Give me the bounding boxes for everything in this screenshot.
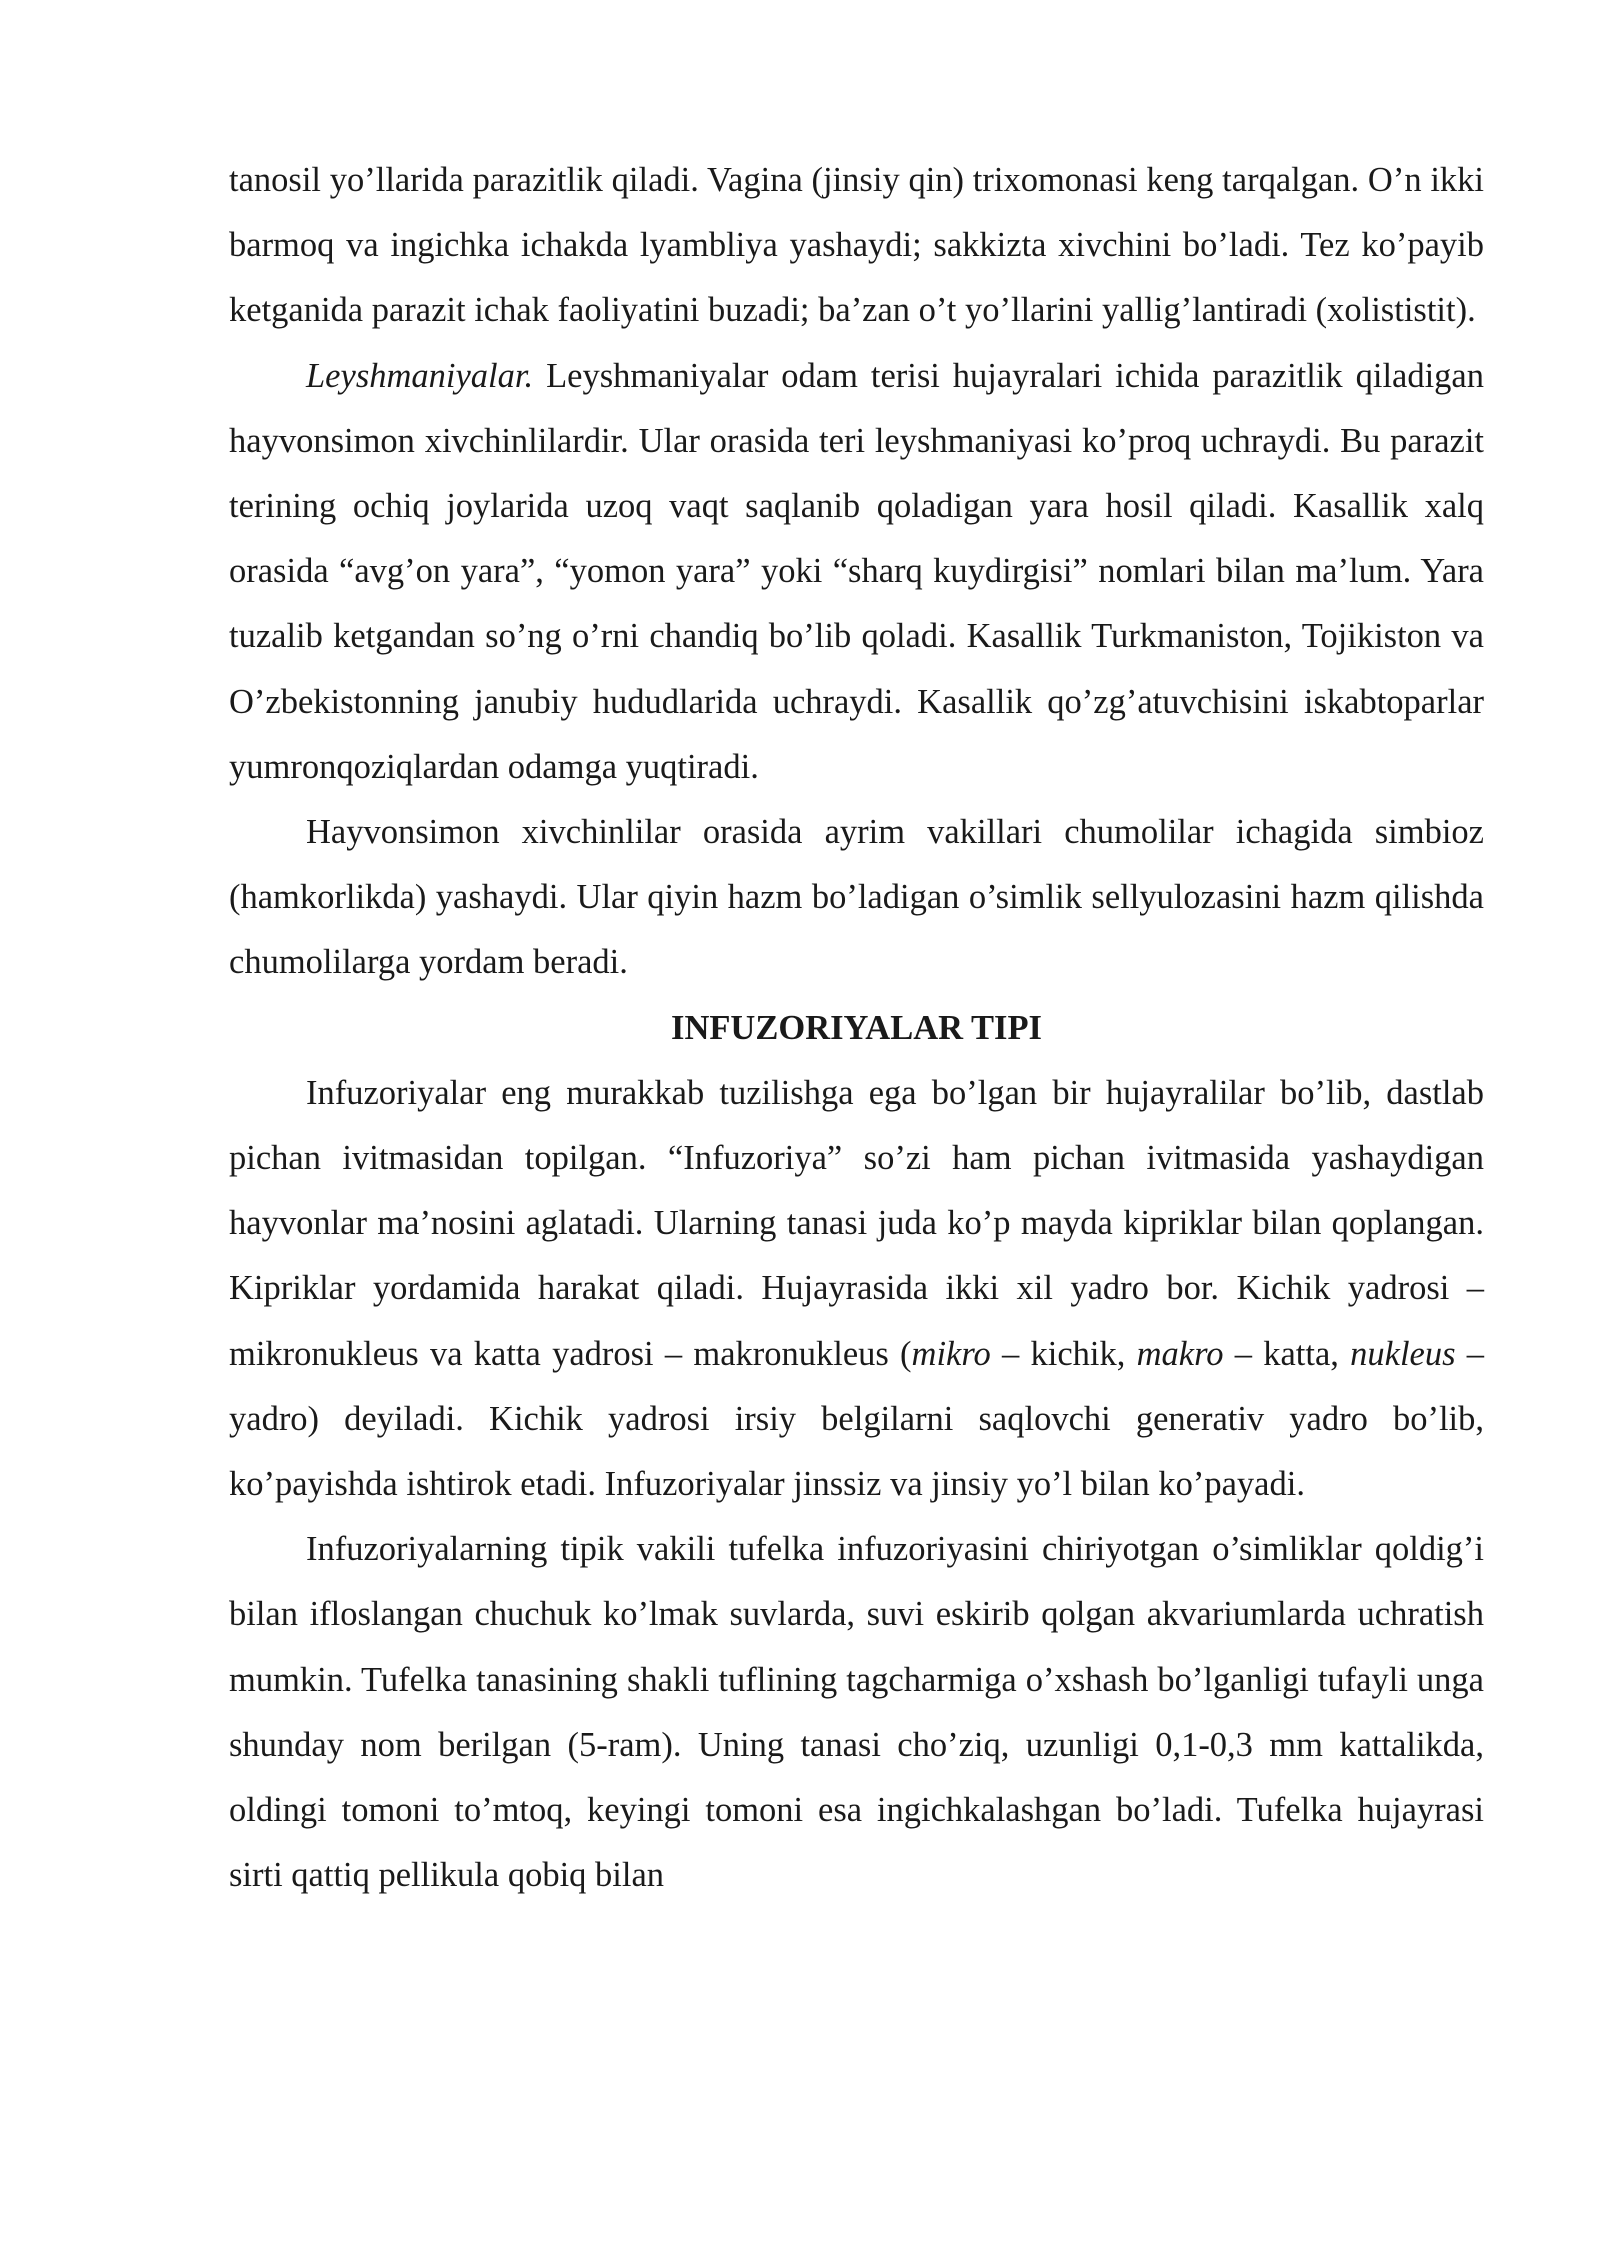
paragraph-leishmania-text: Leyshmaniyalar odam terisi hujayralari ichida parazitlik qiladigan hayvonsimon xivchinlilardir. Ular orasida teri leyshmaniyasi ko’proq uchraydi. Bu parazit terining ochiq joylarida uzoq vaqt saqlanib qoladigan yara hosil qiladi. Kasallik xalq orasida “avg’on yara”, “yomon yara” yoki “sharq kuydirgisi” nomlari bilan ma’lum. Yara tuzalib ketgandan so’ng o’rni chandiq bo’lib qoladi. Kasallik Turkmaniston, Tojikiston va O’zbekistonning janubiy hududlarida uchraydi. Kasallik qo’zg’atuvchisini iskabtoparlar yumronqoziqlardan odamga yuqtiradi. [229, 356, 1484, 786]
p4-part-a: Infuzoriyalar eng murakkab tuzilishga ega bo’lgan bir hujayralilar bo’lib, dastlab pichan ivitmasidan topilgan. “Infuzoriya” so’zi ham pichan ivitmasida yashaydigan hayvonlar ma’nosini aglatadi. Ularning tanasi juda ko’p mayda kipriklar bilan qoplangan. Kipriklar yordamida harakat qiladi. Hujayrasida ikki xil yadro bor. Kichik yadrosi – mikronukleus va katta yadrosi – makronukleus ( [229, 1073, 1484, 1373]
paragraph-infusoria-intro [229, 1061, 1484, 1517]
term-mikro: mikro [911, 1334, 991, 1373]
p4-part-b: – kichik, [990, 1334, 1137, 1373]
p4-part-c: – katta, [1223, 1334, 1351, 1373]
paragraph-trichomonas-lamblia: tanosil yo’llarida parazitlik qiladi. Vagina (jinsiy qin) trixomonasi keng tarqalgan. O’n ikki barmoq va ingichka ichakda lyambliya yashaydi; sakkizta xivchini bo’ladi. Tez ko’payib ketganida parazit ichak faoliyatini buzadi; ba’zan o’t yo’llarini yallig’lantiradi (xolististit). [229, 161, 1484, 330]
section-heading: INFUZORIYALAR TIPI [671, 1008, 1042, 1047]
p4-part-d: – yadro) deyiladi. Kichik yadrosi irsiy belgilarni saqlovchi generativ yadro bo’lib, ko’payishda ishtirok etadi. Infuzoriyalar jinssiz va jinsiy yo’l bilan ko’payadi. [229, 1334, 1485, 1504]
paragraph-leishmania [229, 344, 1484, 800]
paragraph-tufelka: Infuzoriyalarning tipik vakili tufelka infuzoriyasini chiriyotgan o’simliklar qoldig’i bilan ifloslangan chuchuk ko’lmak suvlarda, suvi eskirib qolgan akvariumlarda uchratish mumkin. Tufelka tanasining shakli tuflining tagcharmiga o’xshash bo’lganligi tufayli unga shunday nom berilgan (5-ram). Uning tanasi cho’ziq, uzunligi 0,1-0,3 mm kattalikda, oldingi tomoni to’mtoq, keyingi tomoni esa ingichkalashgan bo’ladi. Tufelka hujayrasi sirti qattiq pellikula qobiq bilan [229, 1530, 1484, 1895]
term-nukleus: nukleus [1350, 1334, 1456, 1373]
document-page [229, 148, 1484, 1908]
term-leyshmaniyalar: Leyshmaniyalar. [306, 356, 534, 395]
term-makro: makro [1136, 1334, 1224, 1373]
paragraph-symbiosis: Hayvonsimon xivchinlilar orasida ayrim vakillari chumolilar ichagida simbioz (hamkorlikda) yashaydi. Ular qiyin hazm bo’ladigan o’simlik sellyulozasini hazm qilishda chumolilarga yordam beradi. [229, 813, 1484, 982]
